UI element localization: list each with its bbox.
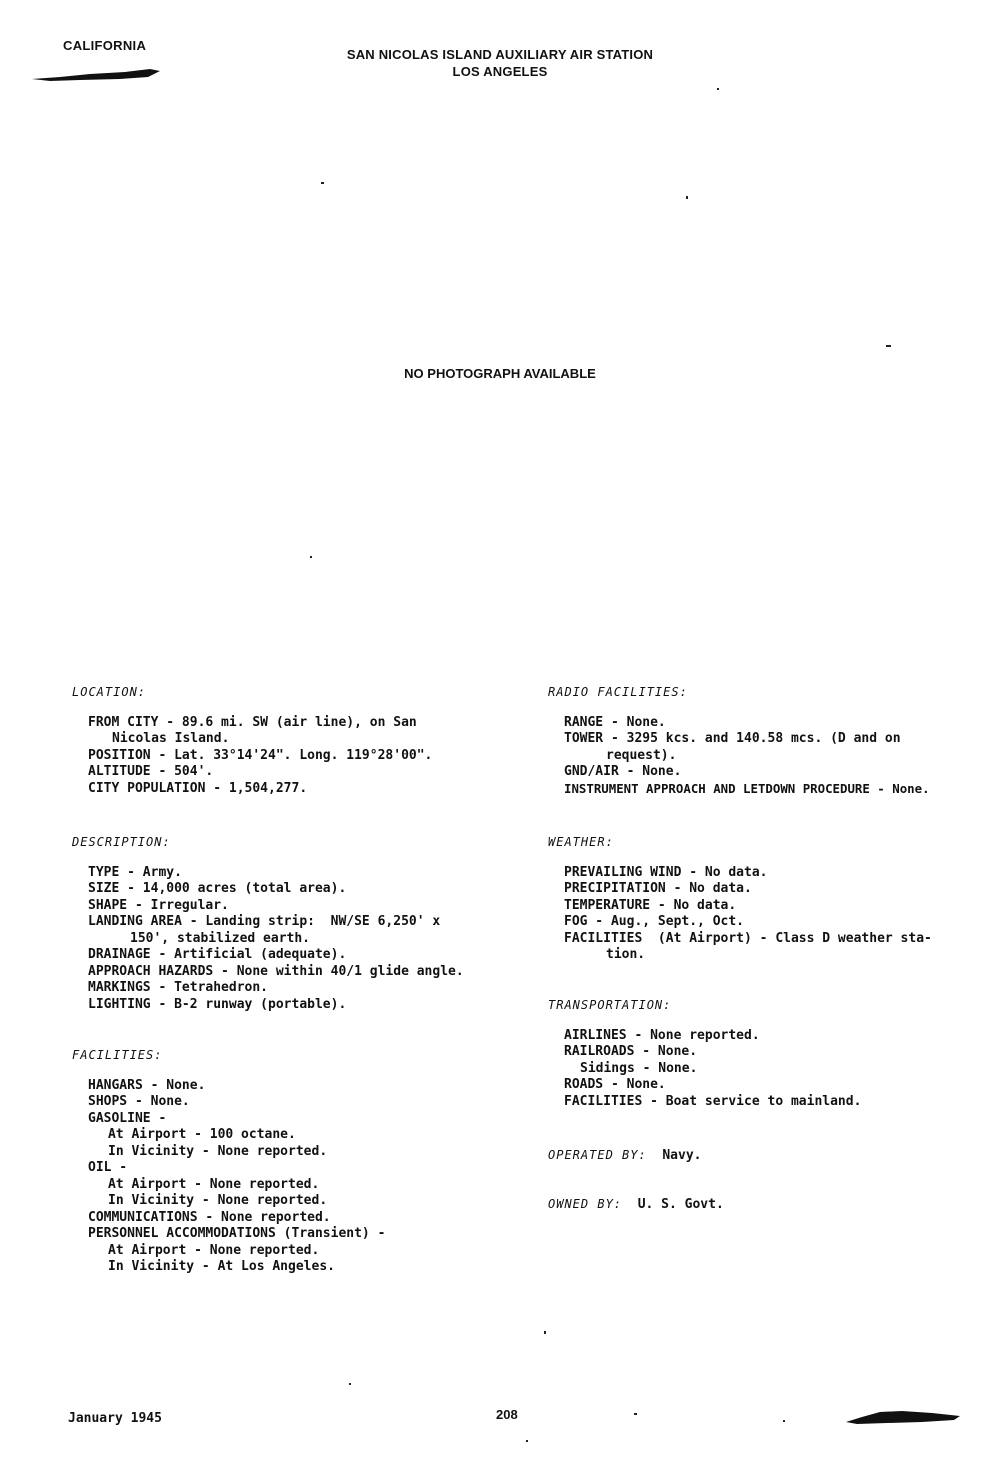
text-line: SIZE - 14,000 acres (total area). [88,881,347,896]
text-line: FACILITIES - Boat service to mainland. [564,1093,862,1109]
text-line: PREVAILING WIND - No data. [564,864,768,880]
text-line: tion. [606,947,646,962]
operated-by [548,1147,702,1165]
description-section [72,834,512,1013]
text-line: At Airport - None reported. [108,1176,320,1192]
text-line: TYPE - Army. [88,864,182,880]
text-line: GASOLINE - [88,1110,167,1126]
city-name: LOS ANGELES [452,64,548,79]
text-line: LANDING AREA - Landing strip: NW/SE 6,250' x [88,914,441,929]
text-line: RANGE - None. [564,714,666,730]
text-line: In Vicinity - None reported. [108,1143,328,1159]
text-line: DRAINAGE - Artificial (adequate). [88,947,347,962]
text-line: At Airport - 100 octane. [108,1127,296,1142]
text-line: HANGARS - None. [88,1077,206,1093]
redaction-mark [30,66,165,86]
owned-by-value: U. S. Govt. [637,1197,724,1212]
scan-speck [717,88,719,90]
operated-by-label: OPERATED BY: [548,1148,647,1162]
text-line: INSTRUMENT APPROACH AND LETDOWN PROCEDURE - None. [564,780,930,796]
text-line: PERSONNEL ACCOMMODATIONS (Transient) - [88,1226,386,1241]
text-line: TOWER - 3295 kcs. and 140.58 mcs. (D and on [564,731,901,746]
redaction-mark [842,1406,967,1428]
facilities-section [72,1047,512,1276]
weather-section [548,834,988,964]
radio-section [548,684,988,797]
text-line: AIRLINES - None reported. [564,1027,760,1043]
scan-speck [526,1440,528,1442]
text-line: FACILITIES (At Airport) - Class D weather sta- [564,930,932,946]
section-heading: DESCRIPTION: [72,835,171,849]
text-line: ROADS - None. [564,1077,666,1092]
section-heading: RADIO FACILITIES: [548,685,688,699]
section-heading: LOCATION: [72,685,147,699]
text-line: SHAPE - Irregular. [88,897,229,913]
scan-speck [634,1413,637,1415]
page-number: 208 [496,1407,518,1422]
scan-speck [310,556,312,558]
scan-speck [886,345,891,347]
location-section [72,684,512,797]
photo-placeholder: NO PHOTOGRAPH AVAILABLE [404,366,596,381]
text-line: GND/AIR - None. [564,764,682,779]
text-line: Sidings - None. [580,1060,698,1076]
section-heading: FACILITIES: [72,1048,163,1062]
footer-date: January 1945 [68,1411,162,1426]
text-line: FROM CITY - 89.6 mi. SW (air line), on San [88,714,417,730]
text-line: POSITION - Lat. 33°14'24". Long. 119°28'00". [88,747,433,763]
scan-speck [686,196,688,199]
scan-speck [349,1383,351,1385]
text-line: OIL - [88,1160,128,1175]
text-line: At Airport - None reported. [108,1242,320,1258]
text-line: PRECIPITATION - No data. [564,881,752,896]
text-line: MARKINGS - Tetrahedron. [88,980,269,995]
scan-speck [544,1331,546,1334]
text-line: CITY POPULATION - 1,504,277. [88,780,308,796]
text-line: In Vicinity - At Los Angeles. [108,1259,335,1274]
text-line: FOG - Aug., Sept., Oct. [564,914,745,929]
text-line: LIGHTING - B-2 runway (portable). [88,996,347,1012]
transportation-section [548,997,988,1110]
station-name: SAN NICOLAS ISLAND AUXILIARY AIR STATION [346,47,654,62]
owned-by [548,1196,724,1214]
section-heading: WEATHER: [548,835,614,849]
text-line: APPROACH HAZARDS - None within 40/1 glide angle. [88,963,464,979]
state-label: CALIFORNIA [63,38,147,53]
text-line: 150', stabilized earth. [130,930,311,946]
section-heading: TRANSPORTATION: [548,998,672,1012]
text-line: In Vicinity - None reported. [108,1193,328,1208]
text-line: Nicolas Island. [112,731,230,746]
scan-speck [321,182,324,184]
text-line: TEMPERATURE - No data. [564,897,737,913]
text-line: SHOPS - None. [88,1094,190,1109]
text-line: RAILROADS - None. [564,1044,698,1059]
text-line: COMMUNICATIONS - None reported. [88,1209,331,1225]
text-line: request). [606,747,677,763]
document-header [300,46,700,80]
text-line: ALTITUDE - 504'. [88,764,214,779]
owned-by-label: OWNED BY: [548,1197,623,1211]
scan-speck [783,1420,785,1422]
operated-by-value: Navy. [662,1148,702,1163]
